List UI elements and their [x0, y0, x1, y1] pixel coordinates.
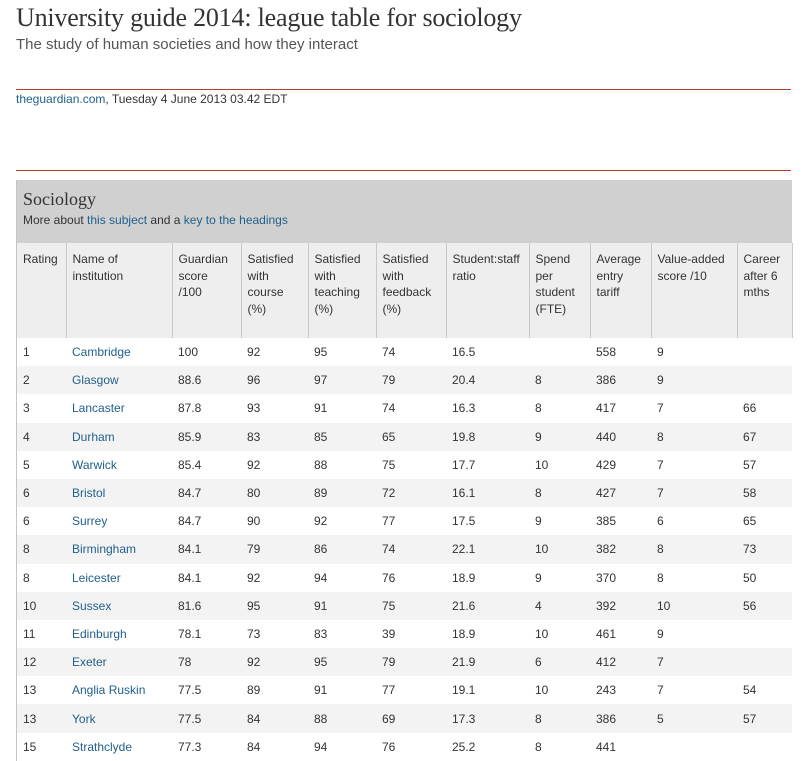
cell-value-added: 8	[651, 535, 737, 563]
cell-student-staff-ratio: 19.8	[446, 423, 529, 451]
cell-institution	[66, 648, 172, 676]
cell-entry-tariff: 441	[596, 739, 617, 754]
cell-institution	[66, 620, 172, 648]
cell-value-added: 9	[657, 345, 664, 360]
cell-rating: 15	[23, 739, 37, 754]
cell-satisfied-course: 93	[247, 401, 261, 416]
cell-spend-per-student: 10	[529, 535, 590, 563]
cell-satisfied-course: 92	[241, 648, 308, 676]
cell-spend-per-student: 10	[535, 457, 549, 472]
subtitle-middle: and a	[147, 213, 184, 227]
cell-value-added: 9	[657, 626, 664, 641]
cell-value-added: 7	[657, 457, 664, 472]
cell-student-staff-ratio: 25.2	[452, 739, 476, 754]
cell-value-added: 8	[651, 423, 737, 451]
cell-entry-tariff: 382	[590, 535, 651, 563]
cell-institution	[66, 564, 172, 592]
cell-satisfied-feedback: 79	[376, 648, 446, 676]
institution-link[interactable]: Glasgow	[72, 373, 119, 388]
cell-spend-per-student	[529, 338, 590, 366]
institution-link[interactable]: Birmingham	[72, 542, 137, 557]
cell-guardian-score: 88.6	[172, 366, 241, 394]
table-row	[17, 676, 792, 704]
cell-career: 50	[743, 570, 757, 585]
cell-rating: 2	[17, 366, 66, 394]
col-satisfied-feedback: Satisfied with feedback (%)	[376, 243, 446, 338]
table-row	[17, 620, 792, 648]
cell-student-staff-ratio: 16.1	[446, 479, 529, 507]
cell-career	[737, 338, 792, 366]
byline	[16, 92, 288, 106]
cell-entry-tariff: 558	[596, 345, 617, 360]
cell-student-staff-ratio: 22.1	[446, 535, 529, 563]
institution-link[interactable]: Cambridge	[72, 345, 131, 360]
cell-spend-per-student: 9	[535, 570, 542, 585]
key-to-headings-link[interactable]: key to the headings	[183, 213, 288, 227]
cell-spend-per-student: 8	[529, 479, 590, 507]
cell-institution	[66, 338, 172, 366]
cell-satisfied-course: 84	[241, 704, 308, 732]
cell-entry-tariff: 386	[590, 366, 651, 394]
cell-satisfied-teaching: 83	[314, 626, 328, 641]
cell-career	[737, 648, 792, 676]
cell-spend-per-student: 9	[529, 423, 590, 451]
cell-satisfied-feedback: 77	[382, 683, 396, 698]
cell-satisfied-feedback: 79	[376, 366, 446, 394]
cell-satisfied-teaching: 95	[308, 648, 376, 676]
league-table-header	[17, 180, 792, 243]
col-student-staff-ratio: Student:staff ratio	[446, 243, 529, 338]
cell-value-added: 8	[657, 570, 664, 585]
league-table-title: Sociology	[23, 189, 97, 209]
cell-student-staff-ratio: 21.9	[446, 648, 529, 676]
league-table	[16, 180, 792, 761]
cell-value-added: 7	[651, 648, 737, 676]
cell-satisfied-teaching: 89	[308, 479, 376, 507]
cell-entry-tariff: 440	[590, 423, 651, 451]
cell-guardian-score: 81.6	[172, 592, 241, 620]
table-row	[17, 535, 792, 563]
cell-spend-per-student: 9	[535, 514, 542, 529]
cell-satisfied-feedback: 76	[382, 739, 396, 754]
subtitle-prefix: More about	[23, 213, 88, 227]
league-table-body	[17, 338, 792, 761]
table-row	[17, 507, 792, 535]
cell-satisfied-feedback: 74	[376, 535, 446, 563]
league-table-subtitle	[23, 212, 792, 228]
cell-value-added: 7	[657, 683, 664, 698]
page-title: University guide 2014: league table for sociology	[16, 3, 522, 32]
cell-satisfied-course: 96	[241, 366, 308, 394]
institution-link[interactable]: Edinburgh	[72, 626, 127, 641]
cell-rating: 6	[23, 514, 30, 529]
cell-satisfied-feedback: 74	[382, 345, 396, 360]
cell-guardian-score: 77.3	[178, 739, 202, 754]
cell-spend-per-student: 6	[529, 648, 590, 676]
cell-satisfied-teaching: 88	[314, 457, 328, 472]
cell-student-staff-ratio: 17.7	[452, 457, 476, 472]
col-satisfied-teaching: Satisfied with teaching (%)	[308, 243, 376, 338]
cell-institution	[66, 676, 172, 704]
cell-rating: 10	[17, 592, 66, 620]
institution-link[interactable]: Durham	[72, 429, 115, 444]
cell-career: 73	[737, 535, 792, 563]
cell-rating: 3	[23, 401, 30, 416]
cell-entry-tariff: 427	[590, 479, 651, 507]
cell-rating: 1	[23, 345, 30, 360]
cell-institution	[66, 733, 172, 761]
cell-career: 65	[743, 514, 757, 529]
cell-rating: 11	[23, 626, 36, 641]
cell-career: 58	[737, 479, 792, 507]
institution-link[interactable]: Anglia Ruskin	[72, 683, 146, 698]
institution-link[interactable]: Surrey	[72, 514, 108, 529]
cell-entry-tariff: 392	[590, 592, 651, 620]
cell-rating: 5	[23, 457, 30, 472]
cell-entry-tariff: 412	[590, 648, 651, 676]
cell-spend-per-student: 8	[529, 704, 590, 732]
cell-satisfied-course: 83	[241, 423, 308, 451]
cell-entry-tariff: 386	[590, 704, 651, 732]
table-row	[17, 394, 792, 422]
cell-entry-tariff: 370	[596, 570, 617, 585]
cell-career: 66	[743, 401, 757, 416]
cell-rating: 8	[23, 570, 30, 585]
byline-source-link[interactable]: theguardian.com	[16, 92, 106, 106]
cell-entry-tariff: 243	[596, 683, 617, 698]
cell-institution	[66, 507, 172, 535]
cell-satisfied-feedback: 72	[376, 479, 446, 507]
cell-guardian-score: 84.1	[172, 535, 241, 563]
cell-satisfied-teaching: 86	[308, 535, 376, 563]
cell-rating: 13	[17, 704, 66, 732]
cell-satisfied-feedback: 74	[382, 401, 396, 416]
cell-student-staff-ratio: 18.9	[452, 570, 476, 585]
institution-link[interactable]: Lancaster	[72, 401, 125, 416]
column-header-row	[17, 243, 792, 338]
cell-career: 56	[737, 592, 792, 620]
col-institution: Name of institution	[66, 243, 172, 338]
cell-satisfied-teaching: 97	[308, 366, 376, 394]
cell-institution	[66, 479, 172, 507]
cell-satisfied-teaching: 95	[314, 345, 328, 360]
cell-career: 54	[743, 683, 757, 698]
cell-spend-per-student: 10	[535, 683, 549, 698]
cell-entry-tariff: 385	[596, 514, 617, 529]
cell-satisfied-feedback: 77	[382, 514, 396, 529]
cell-value-added: 5	[651, 704, 737, 732]
cell-student-staff-ratio: 19.1	[452, 683, 476, 698]
cell-satisfied-course: 80	[241, 479, 308, 507]
cell-institution	[66, 423, 172, 451]
cell-institution	[66, 704, 172, 732]
cell-rating: 8	[17, 535, 66, 563]
cell-guardian-score: 85.4	[178, 457, 202, 472]
institution-link[interactable]: Warwick	[72, 457, 117, 472]
this-subject-link[interactable]: this subject	[87, 213, 148, 227]
cell-value-added: 6	[657, 514, 664, 529]
cell-satisfied-feedback: 65	[376, 423, 446, 451]
institution-link[interactable]: York	[72, 711, 96, 726]
col-guardian-score: Guardian score /100	[172, 243, 241, 338]
cell-entry-tariff: 429	[596, 457, 617, 472]
cell-guardian-score: 77.5	[172, 704, 241, 732]
cell-satisfied-course: 84	[247, 739, 261, 754]
cell-satisfied-course: 73	[247, 626, 261, 641]
cell-career	[737, 733, 792, 761]
cell-guardian-score: 84.7	[178, 514, 202, 529]
cell-entry-tariff: 417	[596, 401, 617, 416]
col-entry-tariff: Average entry tariff	[590, 243, 651, 338]
cell-career	[737, 620, 792, 648]
cell-satisfied-teaching: 88	[308, 704, 376, 732]
cell-guardian-score: 78.1	[178, 626, 202, 641]
cell-spend-per-student: 4	[529, 592, 590, 620]
cell-satisfied-course: 95	[241, 592, 308, 620]
col-value-added: Value-added score /10	[651, 243, 737, 338]
cell-career: 57	[743, 457, 757, 472]
divider-top	[16, 89, 791, 90]
table-row	[17, 423, 792, 451]
cell-satisfied-course: 92	[247, 345, 261, 360]
cell-student-staff-ratio: 18.9	[452, 626, 476, 641]
cell-spend-per-student: 10	[535, 626, 549, 641]
cell-satisfied-feedback: 76	[382, 570, 396, 585]
col-spend-per-student: Spend per student (FTE)	[529, 243, 590, 338]
institution-link[interactable]: Exeter	[72, 655, 107, 670]
cell-value-added: 7	[657, 401, 664, 416]
table-row	[17, 704, 792, 732]
institution-link[interactable]: Sussex	[72, 598, 112, 613]
cell-value-added: 7	[651, 479, 737, 507]
cell-rating: 6	[17, 479, 66, 507]
cell-satisfied-teaching: 92	[314, 514, 328, 529]
cell-guardian-score: 85.9	[172, 423, 241, 451]
cell-institution	[66, 592, 172, 620]
cell-value-added: 9	[651, 366, 737, 394]
table-row	[17, 451, 792, 479]
table-row	[17, 366, 792, 394]
page-subtitle: The study of human societies and how they interact	[16, 36, 358, 53]
col-rating: Rating	[17, 243, 66, 338]
league-table-grid	[17, 243, 793, 761]
col-satisfied-course: Satisfied with course (%)	[241, 243, 308, 338]
cell-satisfied-feedback: 75	[376, 592, 446, 620]
cell-student-staff-ratio: 16.5	[452, 345, 476, 360]
cell-institution	[66, 394, 172, 422]
cell-satisfied-teaching: 94	[314, 570, 328, 585]
divider-bottom	[16, 170, 791, 171]
table-row	[17, 733, 792, 761]
institution-link[interactable]: Leicester	[72, 570, 121, 585]
cell-spend-per-student: 8	[529, 366, 590, 394]
table-row	[17, 479, 792, 507]
cell-satisfied-teaching: 85	[308, 423, 376, 451]
table-row	[17, 338, 792, 366]
cell-rating: 12	[17, 648, 66, 676]
cell-spend-per-student: 8	[535, 739, 542, 754]
cell-satisfied-teaching: 91	[314, 401, 328, 416]
cell-rating: 13	[23, 683, 37, 698]
cell-value-added: 10	[651, 592, 737, 620]
cell-institution	[66, 366, 172, 394]
cell-satisfied-course: 90	[247, 514, 261, 529]
cell-guardian-score: 84.7	[172, 479, 241, 507]
cell-satisfied-course: 79	[241, 535, 308, 563]
cell-student-staff-ratio: 20.4	[446, 366, 529, 394]
cell-guardian-score: 84.1	[178, 570, 202, 585]
cell-guardian-score: 100	[178, 345, 199, 360]
table-row	[17, 592, 792, 620]
cell-rating: 4	[17, 423, 66, 451]
cell-spend-per-student: 8	[535, 401, 542, 416]
cell-student-staff-ratio: 17.5	[452, 514, 476, 529]
table-row	[17, 564, 792, 592]
table-row	[17, 648, 792, 676]
cell-career: 57	[737, 704, 792, 732]
cell-institution	[66, 535, 172, 563]
col-career: Career after 6 mths	[737, 243, 792, 338]
cell-satisfied-course: 92	[247, 570, 261, 585]
byline-date: , Tuesday 4 June 2013 03.42 EDT	[105, 92, 288, 106]
cell-entry-tariff: 461	[596, 626, 617, 641]
cell-satisfied-teaching: 94	[314, 739, 328, 754]
institution-link[interactable]: Strathclyde	[72, 739, 133, 754]
cell-student-staff-ratio: 16.3	[452, 401, 476, 416]
cell-career: 67	[737, 423, 792, 451]
cell-satisfied-course: 89	[247, 683, 261, 698]
cell-guardian-score: 78	[172, 648, 241, 676]
cell-student-staff-ratio: 17.3	[446, 704, 529, 732]
cell-guardian-score: 77.5	[178, 683, 202, 698]
cell-guardian-score: 87.8	[178, 401, 202, 416]
institution-link[interactable]: Bristol	[72, 486, 106, 501]
cell-satisfied-feedback: 69	[376, 704, 446, 732]
cell-satisfied-feedback: 39	[382, 626, 396, 641]
cell-satisfied-teaching: 91	[314, 683, 328, 698]
cell-institution	[66, 451, 172, 479]
cell-satisfied-teaching: 91	[308, 592, 376, 620]
cell-student-staff-ratio: 21.6	[446, 592, 529, 620]
cell-satisfied-course: 92	[247, 457, 261, 472]
cell-value-added	[651, 733, 737, 761]
cell-career	[737, 366, 792, 394]
cell-satisfied-feedback: 75	[382, 457, 396, 472]
